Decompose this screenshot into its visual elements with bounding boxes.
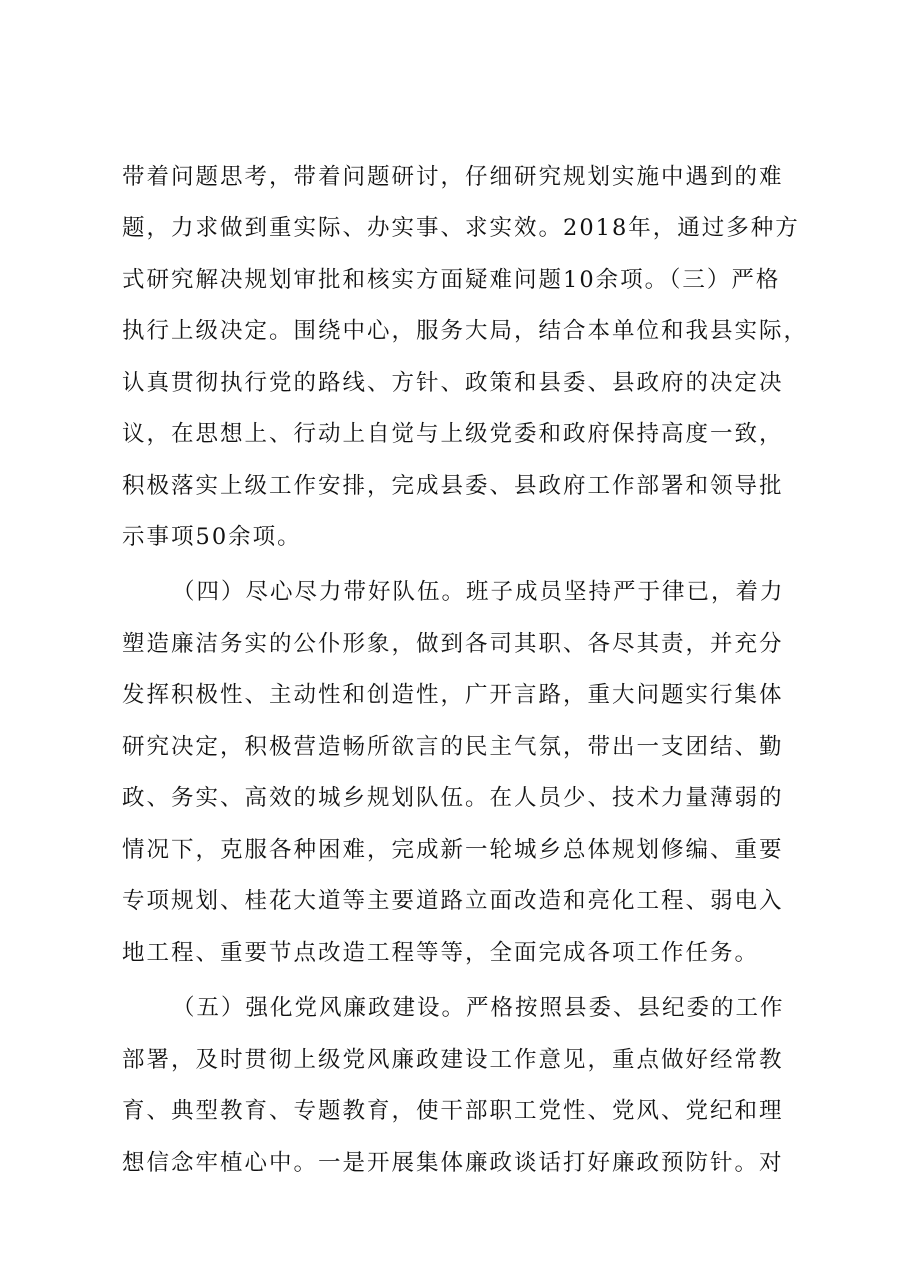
text-line: 示事项50余项。 [122, 524, 302, 550]
text-line: 议，在思想上、行动上自觉与上级党委和政府保持高度一致， [122, 421, 784, 447]
paragraph-start-line: （五）强化党风廉政建设。严格按照县委、县纪委的工作 [172, 995, 785, 1021]
text-line: 题，力求做到重实际、办实事、求实效。2018年，通过多种方 [122, 215, 800, 241]
text-line: 想信念牢植心中。一是开展集体廉政谈话打好廉政预防针。对 [122, 1150, 784, 1176]
text-line: 育、典型教育、专题教育，使干部职工党性、党风、党纪和理 [122, 1098, 784, 1124]
text-line: 执行上级决定。围绕中心，服务大局，结合本单位和我县实际， [122, 318, 809, 344]
text-line: 发挥积极性、主动性和创造性，广开言路，重大问题实行集体 [122, 682, 784, 708]
text-line: 式研究解决规划审批和核实方面疑难问题10余项。（三）严格 [122, 267, 781, 293]
text-line: 政、务实、高效的城乡规划队伍。在人员少、技术力量薄弱的 [122, 785, 784, 811]
text-line: 认真贯彻执行党的路线、方针、政策和县委、县政府的决定决 [122, 370, 784, 396]
text-line: 部署，及时贯彻上级党风廉政建设工作意见，重点做好经常教 [122, 1047, 784, 1073]
paragraph-start-line: （四）尽心尽力带好队伍。班子成员坚持严于律已，着力 [172, 579, 785, 605]
text-line: 专项规划、桂花大道等主要道路立面改造和亮化工程、弱电入 [122, 888, 784, 914]
text-line: 塑造廉洁务实的公仆形象，做到各司其职、各尽其责，并充分 [122, 631, 784, 657]
text-line: 研究决定，积极营造畅所欲言的民主气氛，带出一支团结、勤 [122, 734, 784, 760]
text-line: 带着问题思考，带着问题研讨，仔细研究规划实施中遇到的难 [122, 164, 784, 190]
text-line: 情况下，克服各种困难，完成新一轮城乡总体规划修编、重要 [122, 837, 784, 863]
text-line: 积极落实上级工作安排，完成县委、县政府工作部署和领导批 [122, 473, 784, 499]
text-line: 地工程、重要节点改造工程等等，全面完成各项工作任务。 [122, 940, 760, 966]
